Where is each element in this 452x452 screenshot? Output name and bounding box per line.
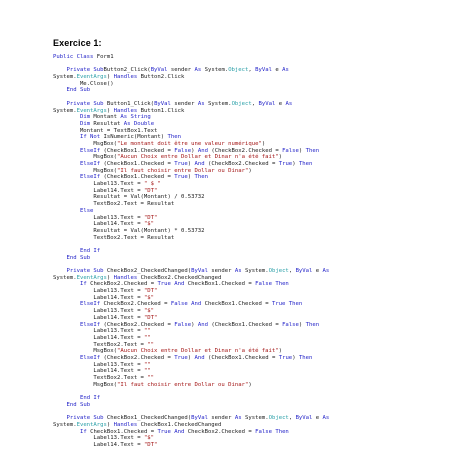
code-token: (CheckBox2.Checked =	[204, 161, 279, 167]
string-token: "DT"	[143, 314, 158, 321]
code-line	[53, 221, 448, 228]
type-token: Object	[231, 100, 252, 107]
code-line	[53, 435, 448, 442]
code-token: )	[261, 140, 266, 147]
string-token: "Aucun Choix entre Dollar et Dinar n'a été fait"	[117, 348, 279, 355]
code-token: (CheckBox2.Checked =	[207, 147, 283, 154]
code-token: sender	[170, 100, 198, 107]
code-token: Button1.Click	[137, 107, 185, 114]
code-token: TextBox2.Text = Resultat	[53, 234, 175, 241]
keyword-token: False	[174, 321, 192, 328]
keyword-token: End If	[79, 395, 101, 402]
code-token: )	[292, 354, 299, 361]
keyword-token: Then	[167, 134, 182, 141]
code-line	[53, 81, 448, 88]
code-token: )	[298, 147, 306, 154]
string-token: "DT"	[143, 214, 158, 221]
string-token: "$"	[143, 221, 155, 228]
code-token: e	[312, 415, 323, 422]
code-token: Button2.Click	[137, 74, 185, 81]
keyword-token: As String	[120, 114, 151, 121]
code-token	[53, 174, 80, 180]
code-token: Button2_Click(	[103, 67, 151, 74]
keyword-token: As	[322, 268, 330, 274]
code-token: Label13.Text =	[53, 214, 144, 221]
string-token: " $ "	[143, 181, 161, 188]
keyword-token: As	[322, 415, 330, 422]
code-token	[53, 322, 80, 328]
code-token: Resultat	[90, 120, 124, 127]
keyword-token: ElseIf	[79, 321, 101, 328]
code-line	[53, 355, 448, 362]
code-token: CheckBox2_CheckedChanged(	[103, 268, 192, 274]
code-token: )	[106, 107, 114, 114]
code-token	[53, 101, 66, 107]
keyword-token: If	[79, 428, 87, 435]
keyword-token: False Then	[255, 428, 289, 435]
code-token: sender	[167, 67, 195, 74]
code-token: Resultat = Val(Montant) * 0.53732	[53, 227, 205, 234]
keyword-token: Then	[305, 147, 320, 154]
code-token: Label14.Text =	[53, 294, 144, 301]
code-line	[53, 201, 448, 208]
keyword-token: End Sub	[66, 254, 91, 261]
code-token: CheckBox2.Checked =	[184, 428, 256, 435]
code-token: CheckBox2.CheckedChanged	[137, 274, 222, 281]
code-token	[53, 134, 80, 140]
string-token: ""	[143, 361, 151, 368]
keyword-token: Then	[194, 174, 208, 181]
code-line	[53, 208, 448, 215]
keyword-token: As	[234, 268, 242, 274]
code-token: System.	[53, 421, 77, 428]
keyword-token: As Double	[123, 120, 155, 127]
code-token: Label13.Text =	[53, 435, 144, 442]
code-line	[53, 114, 448, 121]
code-token	[53, 67, 66, 73]
code-token: MsgBox(	[53, 167, 117, 174]
code-token: MsgBox(	[53, 154, 117, 161]
keyword-token: As	[197, 100, 205, 107]
type-token: Object	[268, 415, 289, 422]
keyword-token: And	[197, 321, 208, 328]
code-token	[53, 148, 80, 154]
code-token: Montant = TextBox1.Text	[53, 127, 158, 134]
code-token: Form1	[96, 54, 114, 60]
code-line	[53, 255, 448, 262]
code-token: e	[275, 100, 286, 107]
keyword-token: End Sub	[66, 401, 91, 408]
keyword-token: True	[278, 354, 293, 361]
code-line	[53, 101, 448, 108]
code-line	[53, 308, 448, 315]
code-line	[53, 181, 448, 188]
keyword-token: ByVal	[191, 268, 208, 274]
code-line	[53, 121, 448, 128]
code-token: System.	[53, 74, 77, 81]
blank-line	[53, 408, 448, 415]
code-line	[53, 368, 448, 375]
code-token: Label14.Text =	[53, 221, 144, 228]
code-line	[53, 235, 448, 242]
keyword-token: Dim	[79, 114, 91, 121]
code-token: (CheckBox1.Checked =	[100, 174, 175, 181]
code-token: ,	[251, 100, 259, 107]
code-token: )	[191, 321, 198, 328]
keyword-token: False	[282, 321, 299, 328]
code-token	[53, 114, 80, 120]
code-line	[53, 429, 448, 436]
keyword-token: ByVal	[150, 67, 168, 74]
code-token: ,	[288, 415, 296, 422]
string-token: "Aucun Choix entre Dollar et Dinar n'a été fait"	[117, 154, 279, 161]
keyword-token: Else	[79, 207, 94, 214]
string-token: "DT"	[143, 187, 158, 194]
code-listing	[53, 54, 448, 449]
code-token: (CheckBox2.Checked =	[100, 354, 175, 361]
keyword-token: False And	[170, 301, 202, 308]
code-token: TextBox2.Text = Resultat	[53, 201, 175, 208]
keyword-token: Handles	[113, 74, 138, 81]
code-token: Montant	[90, 114, 121, 121]
type-token: Object	[268, 268, 289, 274]
code-token	[53, 255, 66, 261]
keyword-token: ByVal	[191, 415, 208, 422]
code-token	[53, 395, 80, 401]
code-line	[53, 335, 448, 342]
code-line	[53, 194, 448, 201]
code-token: MsgBox(	[53, 348, 117, 355]
keyword-token: ByVal	[255, 67, 272, 74]
code-token: CheckBox1_CheckedChanged(	[103, 415, 192, 422]
code-token	[53, 281, 80, 287]
code-token: )	[248, 381, 252, 388]
code-line	[53, 275, 448, 282]
code-line	[53, 128, 448, 135]
string-token: "Il faut choisir entre Dollar ou Dinar"	[117, 381, 249, 388]
code-token	[53, 355, 80, 361]
keyword-token: ByVal	[295, 268, 313, 274]
keyword-token: Dim	[79, 120, 91, 127]
code-token	[53, 248, 80, 254]
blank-line	[53, 261, 448, 268]
code-line	[53, 161, 448, 168]
code-token: )	[106, 74, 114, 81]
keyword-token: As	[234, 415, 242, 422]
code-token	[53, 208, 80, 214]
code-line	[53, 422, 448, 429]
keyword-token: And	[194, 161, 205, 167]
code-line	[53, 248, 448, 255]
keyword-token: Private Sub	[66, 67, 104, 74]
keyword-token: True	[278, 161, 293, 167]
blank-line	[53, 388, 448, 395]
keyword-token: End Sub	[66, 87, 91, 94]
keyword-token: Handles	[113, 421, 138, 428]
code-token	[53, 268, 66, 274]
keyword-token: ByVal	[154, 100, 171, 107]
code-token: MsgBox(	[53, 381, 117, 388]
keyword-token: ByVal	[258, 100, 276, 107]
keyword-token: Then	[305, 321, 320, 328]
code-token: e	[272, 67, 283, 74]
code-line	[53, 87, 448, 94]
code-line	[53, 188, 448, 195]
code-line	[53, 301, 448, 308]
code-token: Label14.Text =	[53, 368, 144, 375]
code-token: System.	[241, 268, 269, 274]
code-token: Me.Close()	[53, 80, 114, 87]
string-token: ""	[147, 375, 155, 381]
code-token: CheckBox2.Checked =	[100, 301, 171, 308]
keyword-token: Public Class	[53, 54, 97, 60]
code-token: )	[292, 161, 299, 167]
keyword-token: True And	[157, 428, 185, 435]
keyword-token: As	[194, 67, 202, 74]
code-line	[53, 67, 448, 74]
code-line	[53, 228, 448, 235]
keyword-token: True	[174, 174, 188, 181]
code-token: (CheckBox1.Checked =	[207, 321, 283, 328]
code-line	[53, 322, 448, 329]
keyword-token: ElseIf	[79, 161, 101, 167]
keyword-token: True	[174, 354, 188, 361]
code-token: Label14.Text =	[53, 187, 144, 194]
code-token: sender	[207, 415, 235, 422]
code-token: (CheckBox1.Checked =	[204, 354, 279, 361]
code-token	[53, 161, 80, 167]
keyword-token: As	[285, 100, 293, 107]
code-token: Label13.Text =	[53, 181, 144, 188]
keyword-token: Private Sub	[66, 415, 104, 422]
code-token: )	[106, 274, 114, 281]
code-token: e	[312, 268, 323, 274]
string-token: "$"	[143, 308, 155, 315]
code-line	[53, 295, 448, 302]
code-token: CheckBox1.CheckedChanged	[137, 421, 222, 428]
keyword-token: True And	[157, 281, 185, 288]
type-token: Object	[228, 67, 249, 74]
code-line	[53, 288, 448, 295]
code-line	[53, 74, 448, 81]
code-token: System.	[53, 274, 77, 281]
code-token: Label14.Text =	[53, 334, 144, 341]
code-line	[53, 415, 448, 422]
code-token	[53, 87, 66, 93]
keyword-token: And	[197, 147, 208, 154]
blank-line	[53, 94, 448, 101]
string-token: "$"	[143, 435, 155, 442]
code-token: System.	[204, 100, 232, 107]
code-token: ,	[248, 67, 256, 74]
keyword-token: End If	[79, 247, 101, 254]
code-token: CheckBox2.Checked =	[86, 281, 158, 288]
keyword-token: True Then	[271, 301, 303, 308]
keyword-token: Then	[298, 354, 313, 361]
keyword-token: Private Sub	[66, 268, 104, 274]
code-token: CheckBox1.Checked =	[184, 281, 256, 288]
keyword-token: False	[174, 147, 192, 154]
keyword-token: Private Sub	[66, 100, 104, 107]
code-token: (CheckBox1.Checked =	[100, 161, 175, 167]
code-token	[53, 301, 80, 307]
code-token: )	[278, 348, 283, 355]
code-token	[53, 121, 80, 127]
string-token: "$"	[143, 294, 155, 301]
code-line	[53, 108, 448, 115]
code-token: Label13.Text =	[53, 288, 144, 295]
code-token: (CheckBox1.Checked =	[100, 147, 175, 154]
keyword-token: ElseIf	[79, 174, 101, 181]
code-line	[53, 141, 448, 148]
code-token: ,	[288, 268, 296, 274]
code-token: System.	[201, 67, 229, 74]
blank-line	[53, 61, 448, 68]
code-line	[53, 375, 448, 382]
type-token: EventArgs	[76, 107, 107, 114]
code-token: TextBox2.Text =	[53, 375, 148, 381]
keyword-token: If	[79, 281, 87, 288]
code-line	[53, 154, 448, 161]
code-line	[53, 134, 448, 141]
keyword-token: ElseIf	[79, 147, 101, 154]
code-token: System.	[53, 107, 77, 114]
code-token: Label13.Text =	[53, 308, 144, 315]
code-token: CheckBox1.Checked =	[201, 301, 272, 308]
code-line	[53, 328, 448, 335]
keyword-token: ByVal	[295, 415, 313, 422]
code-line	[53, 168, 448, 175]
code-token: CheckBox1.Checked =	[86, 428, 158, 435]
exercise-title: Exercice 1:	[53, 38, 102, 48]
code-token	[53, 415, 66, 421]
code-token: )	[191, 147, 198, 154]
keyword-token: False Then	[255, 281, 289, 288]
keyword-token: As	[282, 67, 289, 74]
code-token: Button1_Click(	[103, 100, 155, 107]
keyword-token: ElseIf	[79, 354, 101, 361]
type-token: EventArgs	[76, 74, 107, 81]
code-token	[53, 402, 66, 408]
code-line	[53, 382, 448, 389]
code-token: IsNumeric(Montant)	[100, 134, 168, 141]
code-token: (CheckBox2.Checked =	[100, 321, 175, 328]
code-token: sender	[207, 268, 235, 274]
code-token: )	[187, 354, 195, 361]
string-token: "DT"	[143, 441, 158, 448]
code-token: )	[298, 321, 306, 328]
code-line	[53, 268, 448, 275]
string-token: ""	[147, 341, 155, 348]
code-line	[53, 174, 448, 181]
code-line	[53, 315, 448, 322]
code-token: )	[187, 174, 195, 181]
keyword-token: Handles	[113, 107, 138, 114]
string-token: "DT"	[143, 288, 158, 295]
string-token: ""	[143, 334, 151, 341]
code-line	[53, 442, 448, 449]
keyword-token: And	[194, 354, 205, 361]
code-token: MsgBox(	[53, 140, 117, 147]
code-token: Resultat = Val(Montant) / 0.53732	[53, 194, 205, 201]
string-token: ""	[143, 328, 151, 335]
code-token: TextBox2.Text =	[53, 341, 148, 348]
code-token: Label13.Text =	[53, 361, 144, 368]
code-line	[53, 215, 448, 222]
code-token: Label14.Text =	[53, 441, 144, 448]
code-line	[53, 54, 448, 61]
keyword-token: If Not	[79, 134, 101, 141]
code-line	[53, 402, 448, 409]
code-token: Label13.Text =	[53, 328, 144, 335]
keyword-token: Handles	[113, 274, 138, 281]
string-token: "Il faut choisir entre Dollar ou Dinar"	[117, 167, 249, 174]
code-token: System.	[241, 415, 269, 422]
code-token: )	[278, 154, 283, 161]
keyword-token: True	[174, 161, 188, 167]
code-token: )	[187, 161, 195, 167]
code-line	[53, 362, 448, 369]
keyword-token: ElseIf	[79, 301, 101, 308]
keyword-token: False	[282, 147, 299, 154]
string-token: "Le montant doit être une valeur numérique"	[117, 140, 262, 147]
blank-line	[53, 241, 448, 248]
code-line	[53, 395, 448, 402]
code-token: )	[248, 167, 252, 174]
type-token: EventArgs	[76, 421, 107, 428]
code-token: )	[106, 421, 114, 428]
string-token: ""	[143, 368, 151, 375]
code-line	[53, 348, 448, 355]
code-token: Label14.Text =	[53, 314, 144, 321]
code-token	[53, 429, 80, 435]
type-token: EventArgs	[76, 274, 107, 281]
keyword-token: Then	[298, 161, 313, 167]
code-line	[53, 281, 448, 288]
